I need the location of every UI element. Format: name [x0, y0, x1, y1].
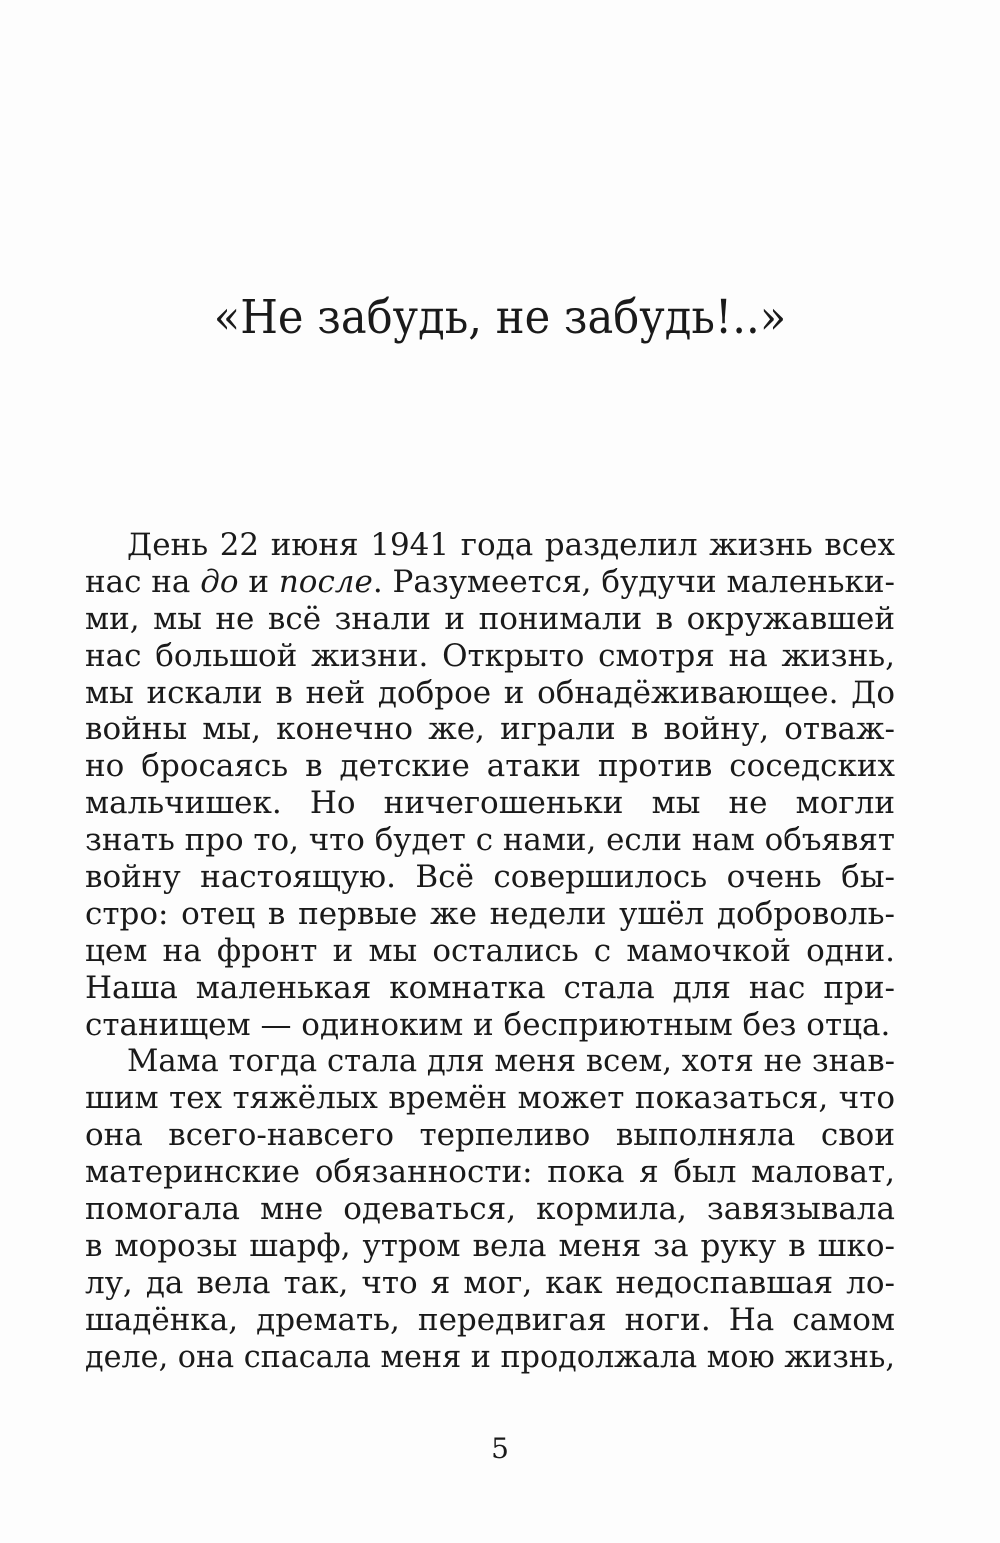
text-line	[85, 748, 895, 785]
text-run: станищем — одиноким и бесприютным без отца.	[85, 1006, 891, 1043]
text-run: День 22 июня 1941 года разделил жизнь всех	[127, 527, 895, 563]
text-line	[85, 970, 895, 1007]
page-number: 5	[491, 1432, 509, 1465]
text-run: и	[238, 563, 279, 600]
text-line-content	[127, 1043, 895, 1080]
text-line-content	[85, 896, 895, 933]
text-run: ми, мы не всё знали и понимали в окружавшей	[85, 600, 895, 637]
text-line-content	[85, 1265, 895, 1302]
text-line	[85, 1007, 895, 1044]
text-line-content	[85, 1117, 895, 1154]
text-run: в морозы шарф, утром вела меня за руку в шко-	[85, 1227, 895, 1264]
text-run: мальчишек. Но ничегошеньки мы не могли	[85, 785, 895, 822]
text-line	[85, 1154, 895, 1191]
text-line	[85, 564, 895, 601]
text-line	[85, 1302, 895, 1339]
italic-word: до	[200, 563, 239, 600]
text-run: она всего-навсего терпеливо выполняла свои	[85, 1117, 895, 1154]
text-run: стро: отец в первые же недели ушёл доброволь-	[85, 895, 895, 932]
text-line	[85, 785, 895, 822]
text-run: нас большой жизни. Открыто смотря на жизнь,	[85, 637, 895, 674]
text-line-content	[85, 1154, 895, 1191]
text-line	[85, 1228, 895, 1265]
italic-word: после	[278, 563, 373, 600]
text-line	[85, 675, 895, 712]
text-line	[85, 527, 895, 564]
text-line-content	[85, 1007, 890, 1044]
text-line-content	[85, 1302, 895, 1339]
text-run: войну настоящую. Всё совершилось очень бы-	[85, 859, 895, 896]
text-line-content	[85, 1080, 895, 1117]
text-run: знать про то, что будет с нами, если нам объявят	[85, 822, 895, 859]
text-line	[85, 1191, 895, 1228]
text-line-content	[85, 822, 895, 859]
text-line	[85, 1265, 895, 1302]
text-run: но бросаясь в детские атаки против соседских	[85, 748, 895, 785]
text-line-content	[85, 1191, 895, 1228]
text-line	[85, 859, 895, 896]
text-line-content	[85, 564, 895, 601]
text-run: шим тех тяжёлых времён может показаться, что	[85, 1080, 895, 1117]
text-line-content	[85, 748, 895, 785]
text-line-content	[127, 527, 895, 564]
text-line-content	[85, 1228, 895, 1265]
text-line	[85, 896, 895, 933]
text-line-content	[85, 933, 895, 970]
text-line	[85, 1080, 895, 1117]
text-line	[85, 1043, 895, 1080]
text-line-content	[85, 601, 895, 638]
text-run: войны мы, конечно же, играли в войну, отваж-	[85, 711, 895, 748]
text-run: материнские обязанности: пока я был маловат,	[85, 1154, 895, 1191]
text-line-content	[85, 859, 895, 896]
text-run: мы искали в ней доброе и обнадёживающее. До	[85, 674, 895, 711]
text-run: нас на	[85, 563, 201, 600]
text-line-content	[85, 675, 895, 712]
text-run: . Разумеется, будучи маленьки-	[372, 563, 896, 600]
text-run: деле, она спасала меня и продолжала мою жизнь,	[85, 1338, 895, 1375]
text-run: шадёнка, дремать, передвигая ноги. На самом	[85, 1301, 895, 1338]
text-line	[85, 638, 895, 675]
text-line-content	[85, 638, 895, 675]
text-line	[85, 1117, 895, 1154]
text-run: помогала мне одеваться, кормила, завязывала	[85, 1191, 895, 1228]
text-line	[85, 601, 895, 638]
body-text	[85, 527, 895, 1375]
text-line-content	[85, 711, 895, 748]
text-line-content	[85, 970, 895, 1007]
text-line	[85, 933, 895, 970]
text-run: Наша маленькая комнатка стала для нас при-	[85, 969, 895, 1006]
text-line	[85, 1339, 895, 1376]
text-run: цем на фронт и мы остались с мамочкой одни.	[85, 932, 895, 969]
text-line-content	[85, 1339, 895, 1376]
text-line	[85, 822, 895, 859]
text-run: лу, да вела так, что я мог, как недоспавшая ло-	[85, 1264, 895, 1301]
text-run: Мама тогда стала для меня всем, хотя не знав-	[127, 1043, 895, 1080]
chapter-title: «Не забудь, не забудь!..»	[213, 290, 787, 345]
text-line	[85, 711, 895, 748]
text-line-content	[85, 785, 895, 822]
